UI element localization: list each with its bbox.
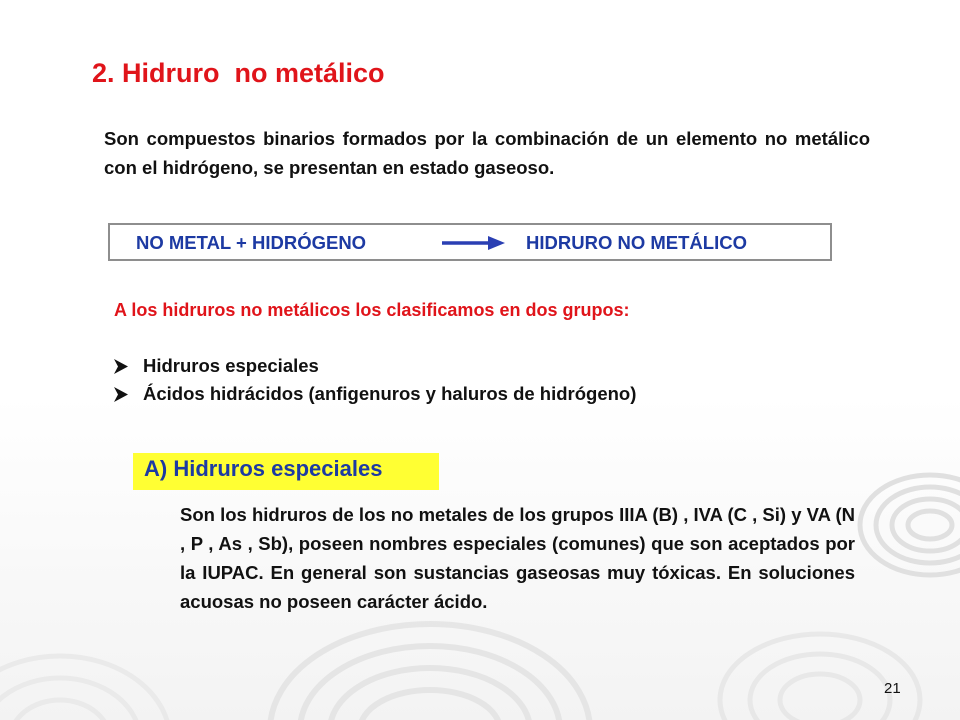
equation-product: HIDRURO NO METÁLICO [526,232,747,253]
group-label: Ácidos hidrácidos (anfigenuros y haluros de hidrógeno) [143,383,637,404]
intro-paragraph: Son compuestos binarios formados por la combinación de un elemento no metálico con el hidrógeno, se presentan en estado gaseoso. [104,128,870,178]
group-list [114,355,636,411]
section-heading: A) Hidruros especiales [133,453,439,490]
slide-title: 2. Hidruro no metálico [92,58,385,88]
equation-box [108,223,832,261]
arrowhead-bullet-icon [114,359,128,374]
list-item [114,355,636,383]
page-number: 21 [884,680,901,697]
section-paragraph: Son los hidruros de los no metales de los grupos IIIA (B) , IVA (C , Si) y VA (N , P , As , Sb), poseen nombres especiales (comunes) que son aceptados por la IUPAC. En general son sustancias gaseosas muy tóxicas. En soluciones acuosas no poseen carácter ácido. [180,504,855,612]
group-label: Hidruros especiales [143,355,319,376]
arrowhead-bullet-icon [114,387,128,402]
list-item [114,383,636,411]
equation-reactants: NO METAL + HIDRÓGENO [136,232,367,253]
right-arrow-icon [442,234,506,252]
classification-heading: A los hidruros no metálicos los clasificamos en dos grupos: [114,300,630,320]
